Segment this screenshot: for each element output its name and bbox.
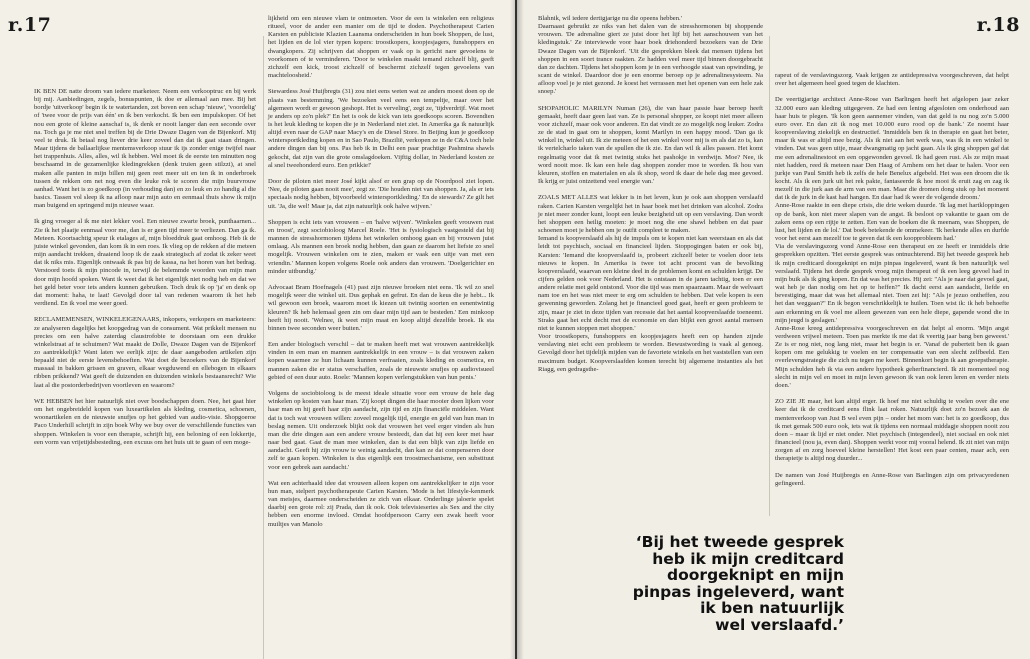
paragraph: Anne-Rose kreeg antidepressiva voorgeschreven en dat helpt al enorm. 'Mijn angst verdween vrijwel meteen. Toen pas merkte ik me dat ik veertig jaar bang ben geweest.' Ze is er nog niet, nog lang niet, maar het begin is er. 'Vanaf de puberteit ben ik gaan kopen om me gelukkig te voelen en ter compensatie van een slecht zelfbeeld. Een overlevengstrategie die zich nu tegen me keert. Binnenkort begin ik aan groepstherapie. Mijn schulden heb ik via een andere hypotheek geherfinancierd. Ik zit momenteel nog slecht in mijn vel en moet in mijn leven gewoon ik van ook leren leren en verder niets doen.' — [775, 324, 1009, 389]
pull-quote-line: ik ben natuurlijk — [700, 599, 844, 617]
paragraph: RECLAMEMENSEN, WINKELEIGENAARS, inkopers, verkopers en marketeers: ze analyseren dagelijks het koopgedrag van de consument. Wat prikkelt mensen nu precies om een halve zaterdag claustrofobie te doorstaan om een drukke winkelstraat af te schuimen? Wat maakt de Dolle, Dwaze Dagen van de Bijenkorf zo aantrekkelijk? Want laten we eerlijk zijn: de daar aangeboden artikelen zijn bepaald niet de eerste levensbehoeften. Wat doet de bezoekers van de Bijenkorf massaal in bakken grissen en graven, elkaar wegduwend en ellebogen in elkaars ribben prikkend? Wat geeft de duizenden en duizenden winkels bestaansrecht? Wie laat al die postorderbedrijven voortleven en waarom? — [34, 316, 256, 389]
article-column-2 — [268, 15, 494, 537]
paragraph: Iemand is koopverslaafd als hij de impuls om te kopen niet kan weerstaan en als dat leidt tot psychisch, sociaal en financieel lijden. Stoppogingen baten er ook bij, Karsten: 'Iemand die koopverslaafd is, probeert zichzelf beter te voelen door iets nieuws te kopen. In Amerika is twee tot acht procent van de bevolking koopverslaafd, waarvan een kleine deel in de problemen komt en schulden krijgt. De cijfers gelden ook voor Nederland. Het is ontstaan in de jaren tachtig, toen er een andere relatie met geld ontstond. Voor die tijd was men spaarzaam. Maar de welvaart nam toe en het was niet meer te erg om schulden te hebben. Dat vele kopen is een gewenning geworden. Zolang het je financieel goed gaat, heeft er geen probleem te zijn, maar je ziet in deze tijden van recessie dat het aantal koopverslaafde toeneemt. Straks gaat het echt decht met de economie en dan blijkt een groot aantal mensen niet te kunnen stoppen met shoppen.' — [538, 235, 763, 332]
article-column-3 — [538, 15, 763, 382]
binding-gutter — [510, 0, 524, 659]
paragraph: lijkheid om een nieuwe vlam te ontmoeten. Voor de een is winkelen een religieus ritueel, voor de ander een manier om de tijd te doden. Psychotherapeut Carien Karsten en publiciste Klazien Laansma onderscheiden in hun boek Shoppen, de lust, het lijden en de lol vier typen kopers: troostkopers, koopjesjagers, funshoppers en dwangkopers. Zij schrijven dat shoppen er vaak op is gericht nare gevoelens te voorkomen of te verminderen. 'Door te winkelen maakt iemand zichzelf blij, geeft zichzelf een kick, troost zichzelf of beschermt zichzelf tegen gevoelens van machteloosheid.' — [268, 15, 494, 80]
page-number-right: r.18 — [976, 14, 1020, 36]
paragraph: Stewardess José Huijbregts (31) zou niet eens weten wat ze anders moest doen op de plaats van bestemming. 'We bezoeken veel eens een tempeltje, maar over het algemeen wordt er gewoon geshopt. Het is verveling', zegt ze, 'tijdverdrijf. Wat moet je anders op zo'n plek?' En het is ook de kick van iets goedkoops scoren. Bovendien is het leuk kleding te kopen die je in Nederland niet ziet. In Amerika ga ik natuurlijk altijd even naar de GAP naar Macy's en de Diesel Store. In Beijing kun je goedkoop wintersportkleding kopen en in Sao Paulo, Brazilië, verkopen ze in de C&A toch hele andere dingen dan bij ons. Pas heb ik in Delhi een paar prachtige Pashmina shawls gekocht, dat zijn van die grote omslagdoeken. Vijftig dollar, in Nederland kosten ze al snel tweehonderd euro. Een prikkie!' — [268, 88, 494, 169]
paragraph: ZO ZIE JE maar, het kan altijd erger. Ik hoef me niet schuldig te voelen over die ene keer dat ik de creditcard eens flink laat roken. Natuurlijk doet zo'n bezoek aan de mentenverkoop van Just B wel even pijn – onder het mom van: het is zo goedkoop, dus ik met gemak 500 euro ook, iets wat ik tijdens een normaal middagje shoppen nooit zou doen – maar ik lijd er niet onder. Niet psychisch (integendeel), niet sociaal en ook niet financieel (nou ja, even dan). Shoppen werkt voor mij vooral helend. Ik zit niet van mijn zorgen af en zorg hoeveel kleine herstellen! Het kost een paar centen, maar ach, een therapietje is altijd nog duurder... — [775, 398, 1009, 463]
paragraph: Wat een achterhaald idee dat vrouwen alleen kopen om aantrekkelijker te zijn voor hun man, stelpert psychotherapeute Carien Karsten. 'Mode is het lifestyle-kenmerk van meisjes, daarmee onderscheiden ze zich van elkaar. Onderlinge jaloerie spelet daarbij een grote rol: zij Prada, dan ik ook. Ook televisieseries als Sex and the city hebben een enorme invloed. Omdat hoofdpersoon Carry een zwak heeft voor muiltjes van Manolo — [268, 479, 494, 528]
paragraph: Blahnik, wil iedere dertigjarige nu die opeens hebben.' — [538, 15, 682, 22]
pull-quote-line: ‘Bij het tweede gesprek — [635, 533, 844, 551]
paragraph: Volgens de sociobioloog is de meest ideale situatie voor een vrouw de hele dag winkelen op kosten van haar man. 'Zij koopt dingen die haar mooier doen lijken voor haar man en hij geeft haar zijn aandacht, zijn tijd en zijn financiële middelen. Want dat is toch wat vrouwen willen: zoveel mogelijk tijd, energie en geld van hun man in beslag nemen. Uit onderzoek blijkt ook dat vrouwen het veel erger vinden als hun man die drie dingen aan een andere vrouw besteedt, dan dat hij een keer met haar naar bed gaat. Gaat de man mee winkelen, dan is dat een blijk van zijn liefde en aandacht. Geeft hij zijn vrouw te weinig aandacht, dan kan ze dat compenseren door zelf te gaan kopen. Winkelen is dus eigenlijk een troostmechanisme, een substituut voor een gebrek aan aandacht.' — [268, 390, 494, 471]
pull-quote-line: wel verslaafd.’ — [715, 615, 844, 634]
paragraph: IK BEN DE natte droom van iedere marketeer. Neem een verkooptruc en bij werk bij mij. Aanbiedingen, zegels, bonuspunten, ik doe er allemaal aan mee. Bij het bordje 'uitverkoop' begin ik te watertanden, zet boven een schap 'nieuw', 'voordelig' of 'twee voor de prijs van één' en ik ben verkocht. Ik ben een impulskoper. Of het nou een grote of kleine aanschaf is, ik denk er nooit langer dan een seconde over na. Toch ga je me niet snel treffen bij de Drie Dwaze Dagen van de Bijenkorf. Mij veel te druk. Ik betaal nog liever drie keer zoveel dan dat ik gaat staan dringen. Maar tijdens de ballaarlijkse mentemsverkoop stuur ik ijs zonder enige twijfel naar het trappenhuis. Alles, alles, wil ik hebben. Wel moet ik de eerste ten minutten nog beschaamd in de gezamenlijke kledingrekken (denk truien geen stilzzi), at snel maken alle panten in mijn billen mij geen reet meer uit en ten ik in onderbroek tussen de rekken om net nog even die leuke rok te scoren die mijn buurvrouw aanhad. Want het is zo goedkoop (in verhouding dan) en zo leuk en zo handig al die basics. Tassen vol sleep ik na afloop naar mijn auto en eenmaal thuis show ik mijn man buigend en springend mijn nieuwe waar. — [34, 88, 256, 210]
column-divider — [263, 36, 264, 659]
paragraph: Shoppen is echt iets van vrouwen – en 'halve wijven'. 'Winkelen geeft vrouwen rust en troost', zegt sociobioloog Marcel Roele. 'Het is fysiologisch vastgesteld dat bij mannen de stresshormonen tijdens het winkelen omhoog gaan en bij vrouwen juist omlaag. Als mannen een broek nodig hebben, dan gaan ze daarom het liefste zo snel mogelijk. Vrouwen winkelen om te zien, maken er vaak een uitje van met een vriendin.' Mannen kopen volgens Roele ook anders dan vrouwen. 'Doelgerichter en minder uitbundig.' — [268, 218, 494, 275]
page-number-left: r.17 — [8, 14, 52, 36]
paragraph: Een ander biologisch verschil – dat te maken heeft met wat vrouwen aantrekkelijk vinden in een man en mannen aantrekkelijk in een vrouw – is dat vrouwen zaken kopen waarmee ze hun lichaam kunnen verfraaien, zoals kleding en cosmetica, en mannen zaken die er status verschaffen, zoals de nieuwste snufjes op audiovisueel gebied of een duur auto. Roele: 'Mannen kopen verlengstukken van hun penis.' — [268, 341, 494, 381]
paragraph: SHOPAHOLIC MARILYN Numan (26), die van haar passie haar beroep heeft gemaakt, heeft daar geen last van. Ze is personal shopper, ze koopt niet meer alleen voor zichzelf, maar ook voor anderen. En dat vindt ze zo mogelijk nog leuker. Zodra ze de stad in gaat om te shoppen, komt Marilyn in een happy mood. 'Dan ga ik winkel in, winkel uit. Ik zie meteen of het een winkel voor mij is en als dat zo is, kan ik vertelcharlo taken van de spullen die ik zie. En dan wil ik alles passen. Het komt regelmatig voor dat ik met twintig stuks het pashokje in verdwijn. Moe? Nee, ik word nooit moe. Ik kan een hele dag shoppen zonder moe te worden. Ik hou van kleuren, stoffen en materialen en als ik shop, word ik daar de hele dag mee gevoed. Ik krijg er juist ontzettend veel energie van.' — [538, 104, 763, 186]
paragraph: rapeut of de verslavingszorg. Vaak krijgen ze antidepressiva voorgeschreven, dat helpt over het algemeen heel goed tegen de klachten. — [775, 72, 1009, 88]
pull-quote-line: pinpas ingeleverd, want — [632, 582, 844, 601]
paragraph: Ik ging vroeger al ik me niet lekker voel. Een nieuwe zwarte broek, punthaarnen... Zie ik het plaatje eenmaal voor me, dan is er geen tijd meer te verliezen. Dan ga ik. Meteen. Koortsachtig speur ik etalages af, mijn bloeddruk gaat omhoog. Heb ik de juiste winkel gevonden, dan kom ik in een roes. Ik vlieg op de rekken af die meteen mijn aandacht trekken, draaiend loop ik de zaak strategisch af zodat ik zeker weet dat ik niks mis. Eigenlijk ontwaak ik pas bij de kassa, na het horen van het bedrag. Verstoord toets ik mijn pincode in, terwijl de belemmde woorden van mijn man door mijn hoofd spoken. Want ik weet dat ik het eigenlijk niet nodig heb en dat we het geld beter voor iets anders kunnen gebruiken. Toch druk ik op 'ja' en denk op dat moment: haha, te laat! Gevolgd door tal van redenen waarom ik het heb verdiend. En ik voel me weer goed. — [34, 218, 256, 308]
paragraph: De veertigjarige architect Anne-Rose van Barlingen heeft het afgelopen jaar zeker 32.000 euro aan kleding uitgegeven. Ze had een lening afgesloten om onderhoud aan haar huis te plegen. 'Ik kon geen aannemer vinden, van dat geld is nu nog zo'n 5.000 euro over. En dan zit ik nog met 10.000 euro rood op de bank.' Ze noemt haar koopverslaving ziekelijk en destructief. 'Inmiddels ben ik in therapie en gaat het beter, maar ik was er altijd mee bezig. Als ik niet aan het werk was, was ik in een winkel te vinden. Dat was geen uitje, maar dwangmatig op jacht gaan. Als ik ging shoppen gaf dat me een adrenalinestoot en een opgewonden gevoel. Ik had geen rust. Als ze mijn maat niet hadden, reed ik meteen naar Den Haag of Arnhem om het daar te halen. Voor een jurkje van Paul Smith heb ik zelfs de hele Benelux afgebeld. Het was een droom die ik kocht. Als ik een jurk uit het rek pakte, fantaseerde ik hoe mooi ik eruit zag en zag ik mezelf in die jurk aan de arm van een man. Maar die dromen dong stuk op het moment dat ik de jurk in de kast had hangen. En daar had ik weer de volgende droom.' — [775, 96, 1009, 202]
paragraph: De namen van José Huijbregts en Anne-Rose van Barlingen zijn om privacyredenen gefingeerd. — [775, 471, 1009, 487]
pull-quote-line: doorgeknipt en mijn — [667, 566, 844, 584]
paragraph: Via de verslavingszorg vond Anne-Rose een therapeut en ze heeft er inmiddels drie gesprekken opzitten. 'Het eerste gesprek was ontnuchterend. Bij het tweede gesprek heb ik mijn creditcard doorgeknipt en mijn pinpas ingeleverd, want ik ben natuurlijk wel verslaafd. Tijdens het derde gesprek vroeg mijn therapeut of ik een leeg gevoel had in mijn buik als ik ging kopen. En dat was het precies. Hij zei: "Als je naar dat gevoel gaat, wat heb je dan nodig om het op te heffen?" Ik dacht eerst aan aandacht, liefde en bevestiging, maar dat was het allemaal niet. Toen zei hij: "Als je jezuo ontheffen, zou het dan weggaan?" En ik begon verschrikkelijk te huilen. Toen wist ik: ik heb behoefte aan erkenning en ik voel me alleen gewezen van een hele diepe, gapende wond die in mijn jeugd is geslagen.' — [775, 243, 1009, 324]
paragraph: Voor troostkopers, funshoppers en koopjesjagers heeft een op handen zijnde verslaving niet echt een probleem te worden. Bewustwording is vaak al genoeg. Gevolgd door het tijdelijk mijden van de favoriete winkels en het vaststellen van een maximum budget. Koopverslaafden komen terecht bij algemene instanties als het Riagg, een gedragsthe- — [538, 333, 763, 373]
paragraph: Daarnaast gebruikt ze niks van het dalen van de stresshormonen bij shoppende vrouwen. 'De adrenaline giert ze juist door het lijf bij het aanschouwen van het kledingstuk.' Ze interviewde voor haar boek driehonderd bezoekers van de Drie Dwaze Dagen van de Bijenkorf. 'Uit die gesprekken bleek dat mensen tijdens het shoppen in een soort trance raakten. Ze hadden veel meer tijd binnen doorgebracht dan ze dachten. Tijdens het shoppen kom je in een verhoogde staat van opwinding, je scant de winkel. Daardoor doe je een enorme beroep op je adrenalinesysteem. Na afloop voel je je niet gezond. Je koest het verrassen met het openen van een hele zak snoep.' — [538, 23, 763, 96]
paragraph: Anne-Rose raakte in een diepe crisis, die drie weken duurde. 'Ik lag met hartkloppingen op de bank, kon niet meer slapen van de angst. Ik besloot op vakantie te gaan om de zaken eens op een rijtje te zetten. Een van de boeken die ik meenam, was Shoppen, de lust, het lijden en de lol.' Dat boek betekende de ommekeer. 'Ik herkende alles en durfde voor het eerst aan mezelf toe te geven dat ik een koopprobleem had.' — [775, 202, 1009, 243]
paragraph: Door de piloten niet meer José kijkt alsof er een grap op de Noordpool ziet lopen. 'Nee, de piloten gaan nooit mee', zegt ze. 'Die houden niet van shoppen. Ja, als er iets speciaals nodig hebben, bijvoorbeeld wintersportkleding.' En de stewards? Ze gilt het uit. 'Ja, die wel! Maar ja, dat zijn natuurlijk ook halve wijven.' — [268, 178, 494, 210]
pull-quote — [558, 534, 844, 633]
pull-quote-line: heb ik mijn creditcard — [652, 549, 844, 568]
article-column-1 — [34, 88, 256, 455]
paragraph: ZOALS MET ALLES wat lekker is in het leven, kun je ook aan shoppen verslaafd raken. Carien Karsten vergelijkt het in haar boek met het drinken van alcohol. Zodra je niet meer zonder kunt, loopt een leuke bezigheid uit op een verslaving. Dan wordt het shoppen een heilig moeten: je moet nog die ene shawl hebben en dat paar schoenen moet je hebben om je outfit compleet te maken. — [538, 194, 763, 235]
paragraph: Advocaat Bram Hoefnagels (41) past zijn nieuwe broeken niet eens. 'Ik wil zo snel mogelijk weer die winkel uit. Dus gephak en gefrut. En dan de keus die je hebt... Ik wil gewoon een broek, waarom moet ik kiezen uit twintig soorten en eenentwintig kleuren? Ik heb helemaal geen zin om daar mijn tijd aan te besteden.' Een minkoop heeft hij nooit. 'Welnee, ik weet mijn maat en koop altijd dezelfde broek. Ik sta binnen twee seconden weer buiten.' — [268, 284, 494, 332]
paragraph: WE HEBBEN het hier natuurlijk niet over boodschappen doen. Nee, het gaat hier om het ongebreideld kopen van luxeartikelen als kleding, cosmetica, schoenen, woonartikelen en de nieuwste snufjes op het gebied van audio-visie. Shopgoeroe Paco Underhill schrijft in zijn boek Why we buy over de verschillende functies van shoppen. Winkelen is voor een therapie, schrijft hij, een beloning of een lokkertje, een vorm van vrijetijdsbesteding, een excuus om het huis uit te gaan of een moge- — [34, 397, 256, 446]
article-column-4 — [775, 72, 1009, 496]
column-divider — [769, 36, 770, 516]
